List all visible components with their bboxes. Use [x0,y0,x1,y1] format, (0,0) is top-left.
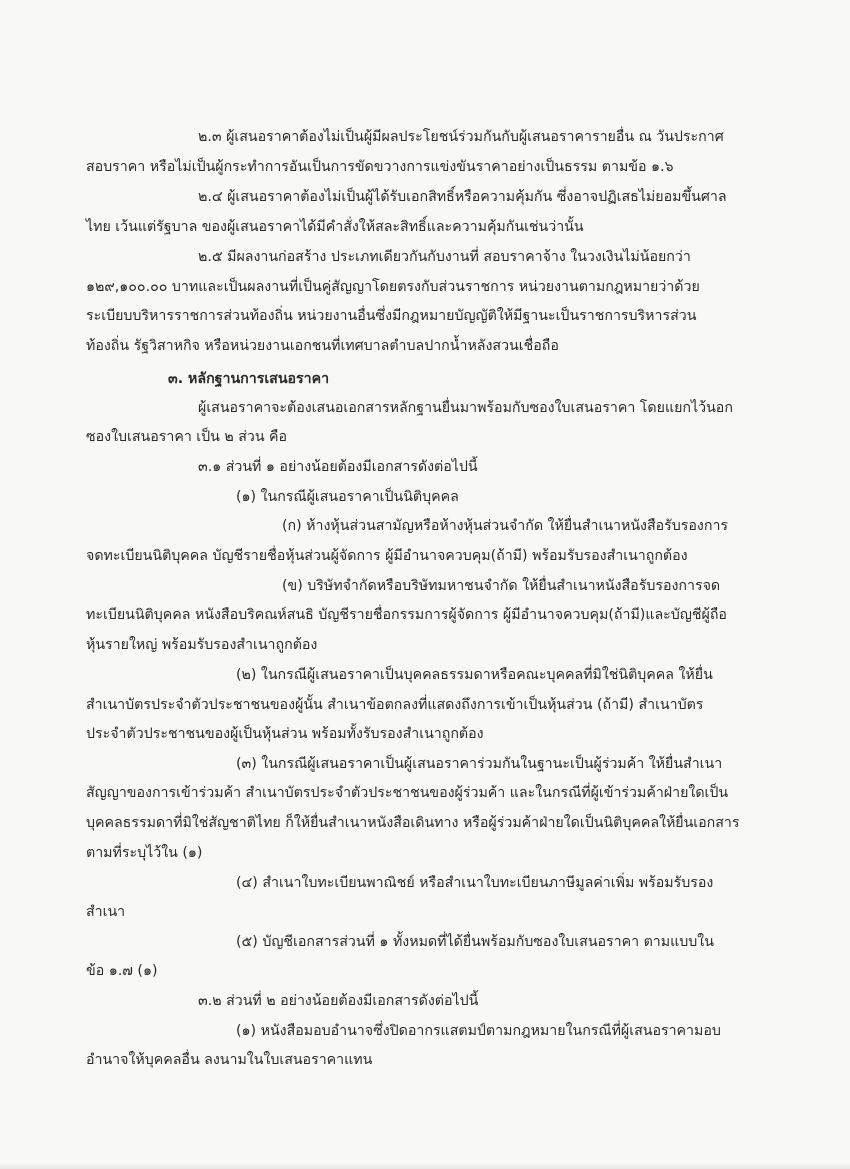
text-line: (๒) ในกรณีผู้เสนอราคาเป็นบุคคลธรรมดาหรือคณะบุคคลที่มิใช่นิติบุคคล ให้ยื่น [236,667,713,683]
text-line: (ข) บริษัทจำกัดหรือบริษัทมหาชนจำกัด ให้ยื่นสำเนาหนังสือรับรองการจด [282,578,721,594]
text-line: อำนาจให้บุคคลอื่น ลงนามในใบเสนอราคาแทน [86,1052,373,1068]
text-line: ๑๒๙,๑๐๐.๐๐ บาทและเป็นผลงานที่เป็นคู่สัญญาโดยตรงกับส่วนราชการ หน่วยงานตามกฎหมายว่าด้วย [86,279,700,295]
text-line: ระเบียบบริหารราชการส่วนท้องถิ่น หน่วยงานอื่นซึ่งมีกฎหมายบัญญัติให้มีฐานะเป็นราชการบริหารส่วน [86,308,697,324]
text-line: ตามที่ระบุไว้ใน (๑) [86,845,203,861]
text-line: ซองใบเสนอราคา เป็น ๒ ส่วน คือ [86,429,288,445]
text-line: จดทะเบียนนิติบุคคล บัญชีรายชื่อหุ้นส่วนผู้จัดการ ผู้มีอำนาจควบคุม(ถ้ามี) พร้อมรับรองสำเนาถูกต้อง [86,548,688,564]
text-line: (๕) บัญชีเอกสารส่วนที่ ๑ ทั้งหมดที่ได้ยื่นพร้อมกับซองใบเสนอราคา ตามแบบใน [236,934,714,950]
text-line: หุ้นรายใหญ่ พร้อมรับรองสำเนาถูกต้อง [86,637,318,653]
text-line: สำเนาบัตรประจำตัวประชาชนของผู้นั้น สำเนาข้อตกลงที่แสดงถึงการเข้าเป็นหุ้นส่วน (ถ้ามี) สำเนาบัตร [86,697,704,713]
text-line: ประจำตัวประชาชนของผู้เป็นหุ้นส่วน พร้อมทั้งรับรองสำเนาถูกต้อง [86,726,484,742]
text-line: ทะเบียนนิติบุคคล หนังสือบริคณห์สนธิ บัญชีรายชื่อกรรมการผู้จัดการ ผู้มีอำนาจควบคุม(ถ้ามี)และบัญชีผู้ถือ [86,607,727,623]
text-line: ๒.๔ ผู้เสนอราคาต้องไม่เป็นผู้ได้รับเอกสิทธิ์หรือความคุ้มกัน ซึ่งอาจปฏิเสธไม่ยอมขึ้นศาล [198,189,727,205]
text-line: (๑) หนังสือมอบอำนาจซึ่งปิดอากรแสตมป์ตามกฎหมายในกรณีที่ผู้เสนอราคามอบ [236,1023,721,1039]
text-line: ผู้เสนอราคาจะต้องเสนอเอกสารหลักฐานยื่นมาพร้อมกับซองใบเสนอราคา โดยแยกไว้นอก [198,400,733,416]
text-line: (๑) ในกรณีผู้เสนอราคาเป็นนิติบุคคล [236,489,459,505]
text-line: (๔) สำเนาใบทะเบียนพาณิชย์ หรือสำเนาใบทะเบียนภาษีมูลค่าเพิ่ม พร้อมรับรอง [236,875,714,891]
text-line: ๓.๒ ส่วนที่ ๒ อย่างน้อยต้องมีเอกสารดังต่อไปนี้ [198,993,479,1009]
text-line: ๒.๕ มีผลงานก่อสร้าง ประเภทเดียวกันกับงานที่ สอบราคาจ้าง ในวงเงินไม่น้อยกว่า [198,249,691,265]
text-line: สอบราคา หรือไม่เป็นผู้กระทำการอันเป็นการขัดขวางการแข่งขันราคาอย่างเป็นธรรม ตามข้อ ๑.๖ [86,159,674,175]
text-line: บุคคลธรรมดาที่มิใช่สัญชาติไทย ก็ให้ยื่นสำเนาหนังสือเดินทาง หรือผู้ร่วมค้าฝ่ายใดเป็นนิติบุคคลให้ยื่นเอกสาร [86,815,740,831]
text-line: ไทย เว้นแต่รัฐบาล ของผู้เสนอราคาได้มีคำสั่งให้สละสิทธิ์และความคุ้มกันเช่นว่านั้น [86,219,584,235]
scan-edge [0,1163,850,1169]
section-heading: ๓. หลักฐานการเสนอราคา [168,371,330,387]
text-line: ๓.๑ ส่วนที่ ๑ อย่างน้อยต้องมีเอกสารดังต่อไปนี้ [198,459,478,475]
text-line: สำเนา [86,904,126,920]
text-line: (ก) ห้างหุ้นส่วนสามัญหรือห้างหุ้นส่วนจำกัด ให้ยื่นสำเนาหนังสือรับรองการ [282,518,729,534]
text-line: ๒.๓ ผู้เสนอราคาต้องไม่เป็นผู้มีผลประโยชน์ร่วมกันกับผู้เสนอราคารายอื่น ณ วันประกาศ [198,129,724,145]
text-line: (๓) ในกรณีผู้เสนอราคาเป็นผู้เสนอราคาร่วมกันในฐานะเป็นผู้ร่วมค้า ให้ยื่นสำเนา [236,756,723,772]
text-line: ข้อ ๑.๗ (๑) [86,963,158,979]
text-line: สัญญาของการเข้าร่วมค้า สำเนาบัตรประจำตัวประชาชนของผู้ร่วมค้า และในกรณีที่ผู้เข้าร่วมค้าฝ่ายใดเป็น [86,785,729,801]
text-line: ท้องถิ่น รัฐวิสาหกิจ หรือหน่วยงานเอกชนที่เทศบาลตำบลปากน้ำหลังสวนเชื่อถือ [86,338,559,354]
